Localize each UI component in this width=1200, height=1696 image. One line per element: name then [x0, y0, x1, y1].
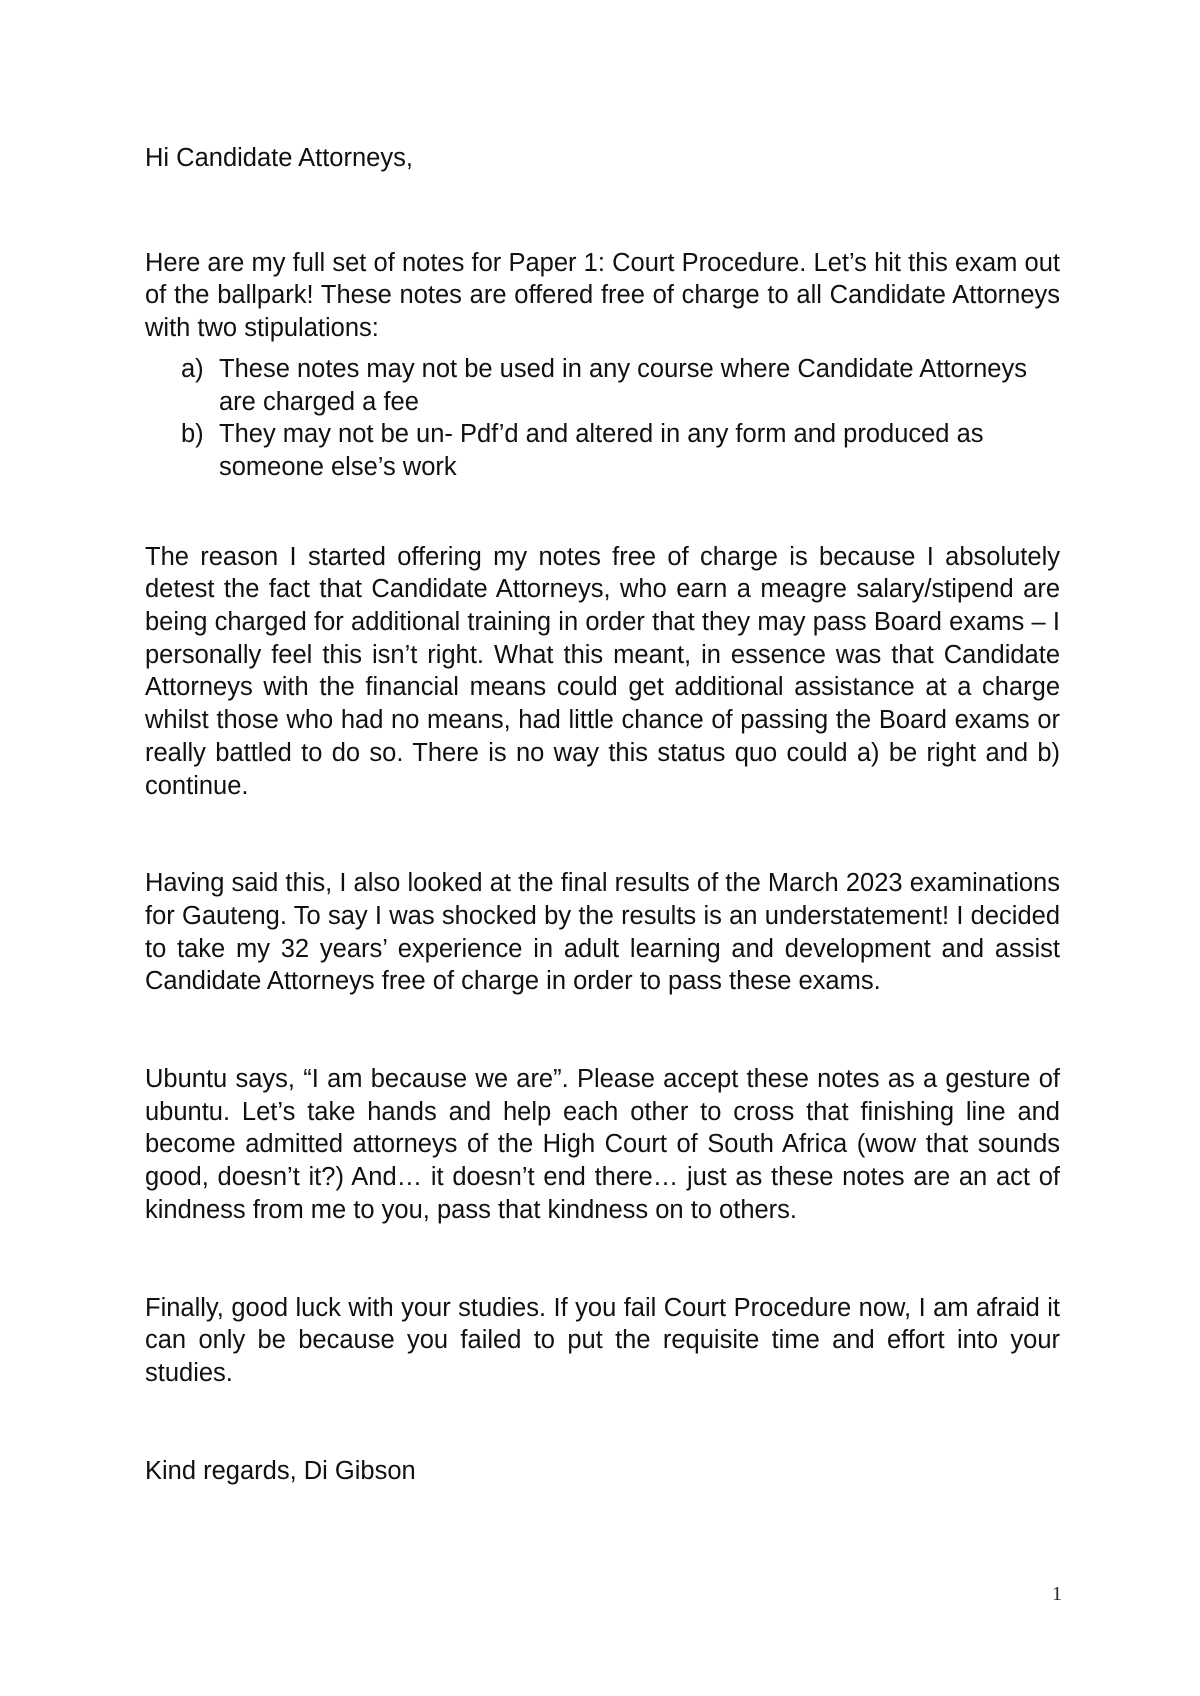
stipulations-list	[145, 353, 1060, 484]
list-marker: a)	[181, 354, 204, 383]
list-item	[145, 353, 1060, 418]
results-paragraph: Having said this, I also looked at the final results of the March 2023 examinations for Gauteng. To say I was shocked by the results is an understatement! I decided to take my 32 years’ experience in adult learning and development and assist Candidate Attorneys free of charge in order to pass these exams.	[145, 869, 1060, 996]
greeting: Hi Candidate Attorneys,	[145, 144, 413, 172]
page-number: 1	[1052, 1583, 1062, 1605]
list-item-text: They may not be un- Pdf’d and altered in any form and produced as someone else’s work	[219, 420, 984, 481]
letter-body	[145, 142, 1060, 1487]
list-item-text: These notes may not be used in any course where Candidate Attorneys are charged a fee	[219, 354, 1027, 416]
reason-paragraph: The reason I started offering my notes free of charge is because I absolutely detest the fact that Candidate Attorneys, who earn a meagre salary/stipend are being charged for additional training in order that they may pass Board exams – I personally feel this isn’t right. What this meant, in essence was that Candidate Attorneys with the financial means could get additional assistance at a charge whilst those who had no means, had little chance of passing the Board exams or really battled to do so. There is no way this status quo could a) be right and b) continue.	[145, 542, 1060, 800]
closing-paragraph: Finally, good luck with your studies. If you fail Court Procedure now, I am afraid it can only be because you failed to put the requisite time and effort into your studies.	[145, 1293, 1060, 1387]
signoff: Kind regards, Di Gibson	[145, 1456, 416, 1485]
list-marker: b)	[181, 420, 204, 449]
ubuntu-paragraph: Ubuntu says, “I am because we are”. Please accept these notes as a gesture of ubuntu. Let’s take hands and help each other to cross that finishing line and become admitted attorneys of the High Court of South Africa (wow that sounds good, doesn’t it?) And… it doesn’t end there… just as these notes are an act of kindness from me to you, pass that kindness on to others.	[145, 1065, 1060, 1224]
intro-paragraph: Here are my full set of notes for Paper 1: Court Procedure. Let’s hit this exam out of the ballpark! These notes are offered free of charge to all Candidate Attorneys with two stipulations:	[145, 248, 1060, 343]
list-item	[145, 418, 1060, 483]
